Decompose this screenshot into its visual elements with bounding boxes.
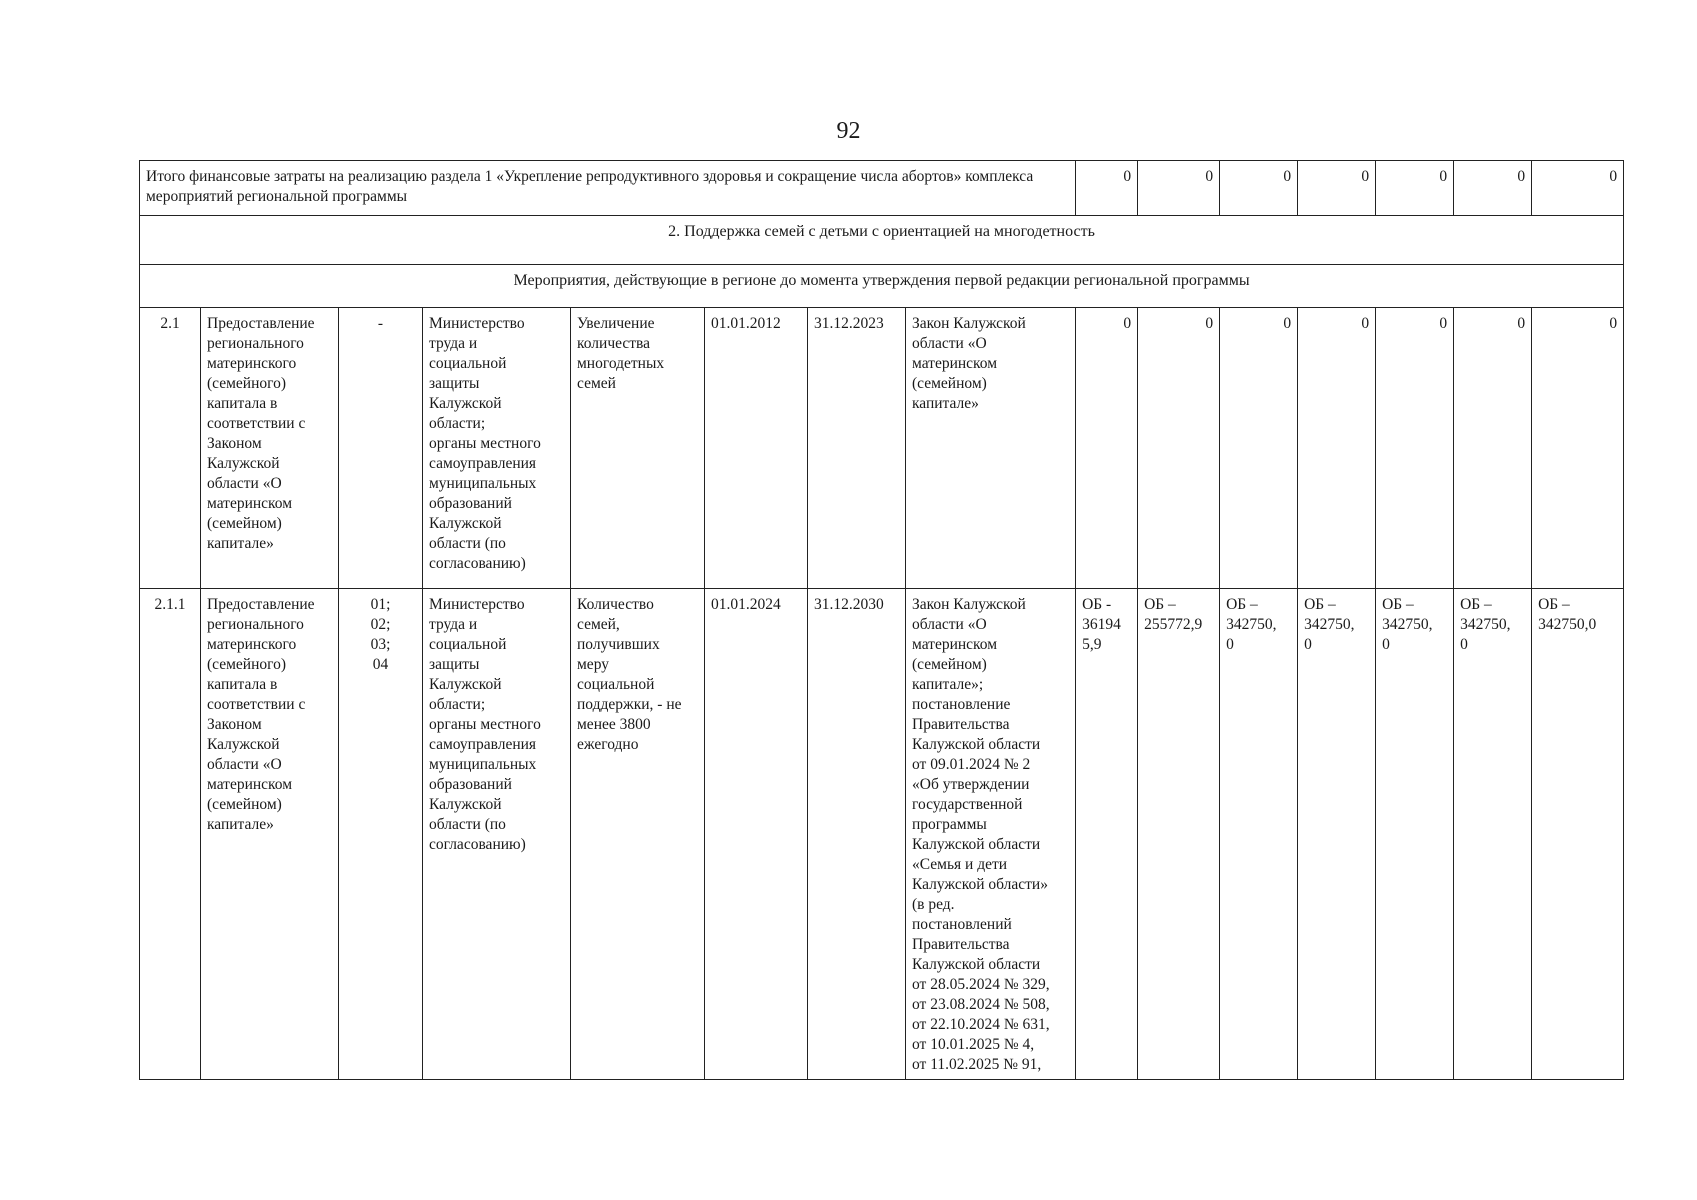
start-date: 01.01.2024	[705, 589, 808, 1080]
row-number: 2.1	[140, 308, 201, 589]
funding-value: ОБ – 342750, 0	[1220, 589, 1298, 1080]
funding-value: ОБ – 342750,0	[1532, 589, 1624, 1080]
page-number: 92	[836, 118, 861, 144]
measure-name: Предоставление регионального материнского (семейного) капитала в соответствии с Законом Калужской области «О материнском (семейном) капитале»	[201, 308, 339, 589]
funding-value: 0	[1076, 308, 1138, 589]
expected-result: Количество семей, получивших меру социальной поддержки, - не менее 3800 ежегодно	[571, 589, 705, 1080]
table-row	[140, 308, 1624, 589]
funding-value: 0	[1454, 308, 1532, 589]
total-row	[140, 161, 1624, 216]
funding-value: ОБ – 342750, 0	[1376, 589, 1454, 1080]
total-value: 0	[1298, 161, 1376, 216]
executor: Министерство труда и социальной защиты Калужской области; органы местного самоуправления муниципальных образований Калужской области (по согласованию)	[423, 589, 571, 1080]
funding-value: ОБ - 36194 5,9	[1076, 589, 1138, 1080]
funding-value: ОБ – 342750, 0	[1298, 589, 1376, 1080]
section-header-row	[140, 216, 1624, 265]
total-value: 0	[1376, 161, 1454, 216]
funding-value: 0	[1138, 308, 1220, 589]
section-header: 2. Поддержка семей с детьми с ориентацией на многодетность	[140, 216, 1624, 265]
end-date: 31.12.2030	[808, 589, 906, 1080]
end-date: 31.12.2023	[808, 308, 906, 589]
program-table	[139, 160, 1624, 1080]
row-number: 2.1.1	[140, 589, 201, 1080]
total-value: 0	[1220, 161, 1298, 216]
start-date: 01.01.2012	[705, 308, 808, 589]
subsection-header: Мероприятия, действующие в регионе до момента утверждения первой редакции региональной программы	[140, 265, 1624, 308]
measure-codes: 01; 02; 03; 04	[339, 589, 423, 1080]
legal-basis: Закон Калужской области «О материнском (семейном) капитале»	[906, 308, 1076, 589]
measure-codes: -	[339, 308, 423, 589]
legal-basis: Закон Калужской области «О материнском (семейном) капитале»; постановление Правительства Калужской области от 09.01.2024 № 2 «Об утверждении государственной программы Калужской области «Семья и дети Калужской области» (в ред. постановлений Правительства Калужской области от 28.05.2024 № 329, от 23.08.2024 № 508, от 22.10.2024 № 631, от 10.01.2025 № 4, от 11.02.2025 № 91,	[906, 589, 1076, 1080]
total-value: 0	[1076, 161, 1138, 216]
funding-value: 0	[1532, 308, 1624, 589]
total-value: 0	[1532, 161, 1624, 216]
measure-name: Предоставление регионального материнского (семейного) капитала в соответствии с Законом Калужской области «О материнском (семейном) капитале»	[201, 589, 339, 1080]
total-value: 0	[1454, 161, 1532, 216]
funding-value: 0	[1298, 308, 1376, 589]
funding-value: 0	[1376, 308, 1454, 589]
table-row	[140, 589, 1624, 1080]
executor: Министерство труда и социальной защиты Калужской области; органы местного самоуправления муниципальных образований Калужской области (по согласованию)	[423, 308, 571, 589]
total-value: 0	[1138, 161, 1220, 216]
expected-result: Увеличение количества многодетных семей	[571, 308, 705, 589]
total-label: Итого финансовые затраты на реализацию раздела 1 «Укрепление репродуктивного здоровья и сокращение числа абортов» комплекса мероприятий региональной программы	[140, 161, 1076, 216]
subsection-header-row	[140, 265, 1624, 308]
funding-value: ОБ – 255772,9	[1138, 589, 1220, 1080]
funding-value: 0	[1220, 308, 1298, 589]
funding-value: ОБ – 342750, 0	[1454, 589, 1532, 1080]
